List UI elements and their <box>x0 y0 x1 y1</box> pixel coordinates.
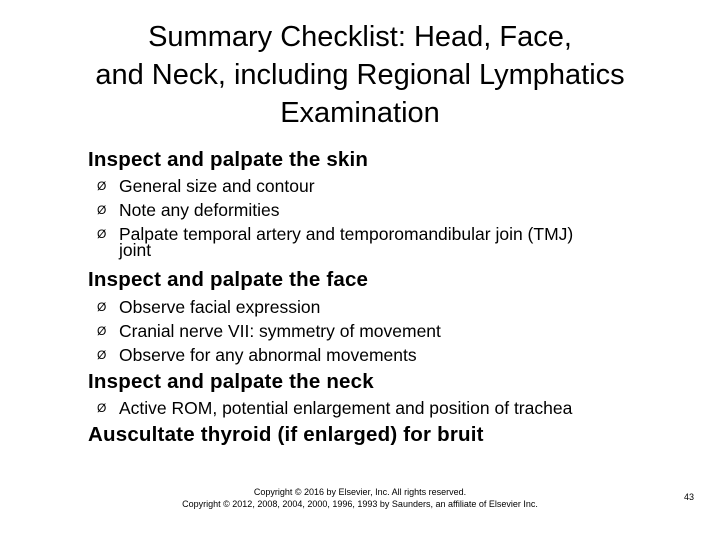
arrow-bullet-icon: Ø <box>97 227 107 241</box>
sub-item-text: Note any deformities <box>119 200 280 220</box>
title-line-3: Examination <box>280 97 440 129</box>
copyright-line-1: Copyright © 2016 by Elsevier, Inc. All rights reserved. <box>253 487 467 497</box>
arrow-bullet-icon: Ø <box>97 348 107 362</box>
sub-item-text: Cranial nerve VII: symmetry of movement <box>119 321 441 341</box>
copyright-footer <box>150 486 570 510</box>
sub-item <box>97 295 657 319</box>
copyright-line-2: Copyright © 2012, 2008, 2004, 2000, 1996, 1993 by Saunders, an affiliate of Elsevier Inc. <box>182 499 538 509</box>
sub-item-text: Observe for any abnormal movements <box>119 345 417 365</box>
sub-item <box>97 319 657 343</box>
sub-item-text-line-2: joint <box>119 240 152 260</box>
arrow-bullet-icon: Ø <box>97 324 107 338</box>
arrow-bullet-icon: Ø <box>97 203 107 217</box>
slide-title <box>40 18 680 132</box>
title-line-2: and Neck, including Regional Lymphatics <box>95 59 625 91</box>
sub-item <box>97 174 657 198</box>
bullet-auscultate-thyroid <box>58 421 678 449</box>
sub-item-text: Active ROM, potential enlargement and position of trachea <box>119 398 573 418</box>
bullet-inspect-skin <box>58 146 678 174</box>
sub-item <box>97 198 657 222</box>
sub-item <box>97 396 657 420</box>
sub-item-text <box>119 222 573 258</box>
sub-item <box>97 343 657 367</box>
bullet-heading: Inspect and palpate the skin <box>88 148 369 171</box>
arrow-bullet-icon: Ø <box>97 179 107 193</box>
sub-item-text-line-1: Palpate temporal artery and temporomandibular join (TMJ) <box>119 224 574 244</box>
bullet-heading: Auscultate thyroid (if enlarged) for bruit <box>88 423 484 446</box>
bullet-heading: Inspect and palpate the face <box>88 268 369 291</box>
title-line-1: Summary Checklist: Head, Face, <box>148 21 572 53</box>
sub-item-text: Observe facial expression <box>119 297 321 317</box>
sub-item <box>97 222 657 258</box>
sub-item-text: General size and contour <box>119 176 315 196</box>
page-number: 43 <box>684 492 695 502</box>
arrow-bullet-icon: Ø <box>97 401 107 415</box>
bullet-inspect-face <box>58 266 678 294</box>
bullet-inspect-neck <box>58 368 678 396</box>
bullet-heading: Inspect and palpate the neck <box>88 370 374 393</box>
arrow-bullet-icon: Ø <box>97 300 107 314</box>
